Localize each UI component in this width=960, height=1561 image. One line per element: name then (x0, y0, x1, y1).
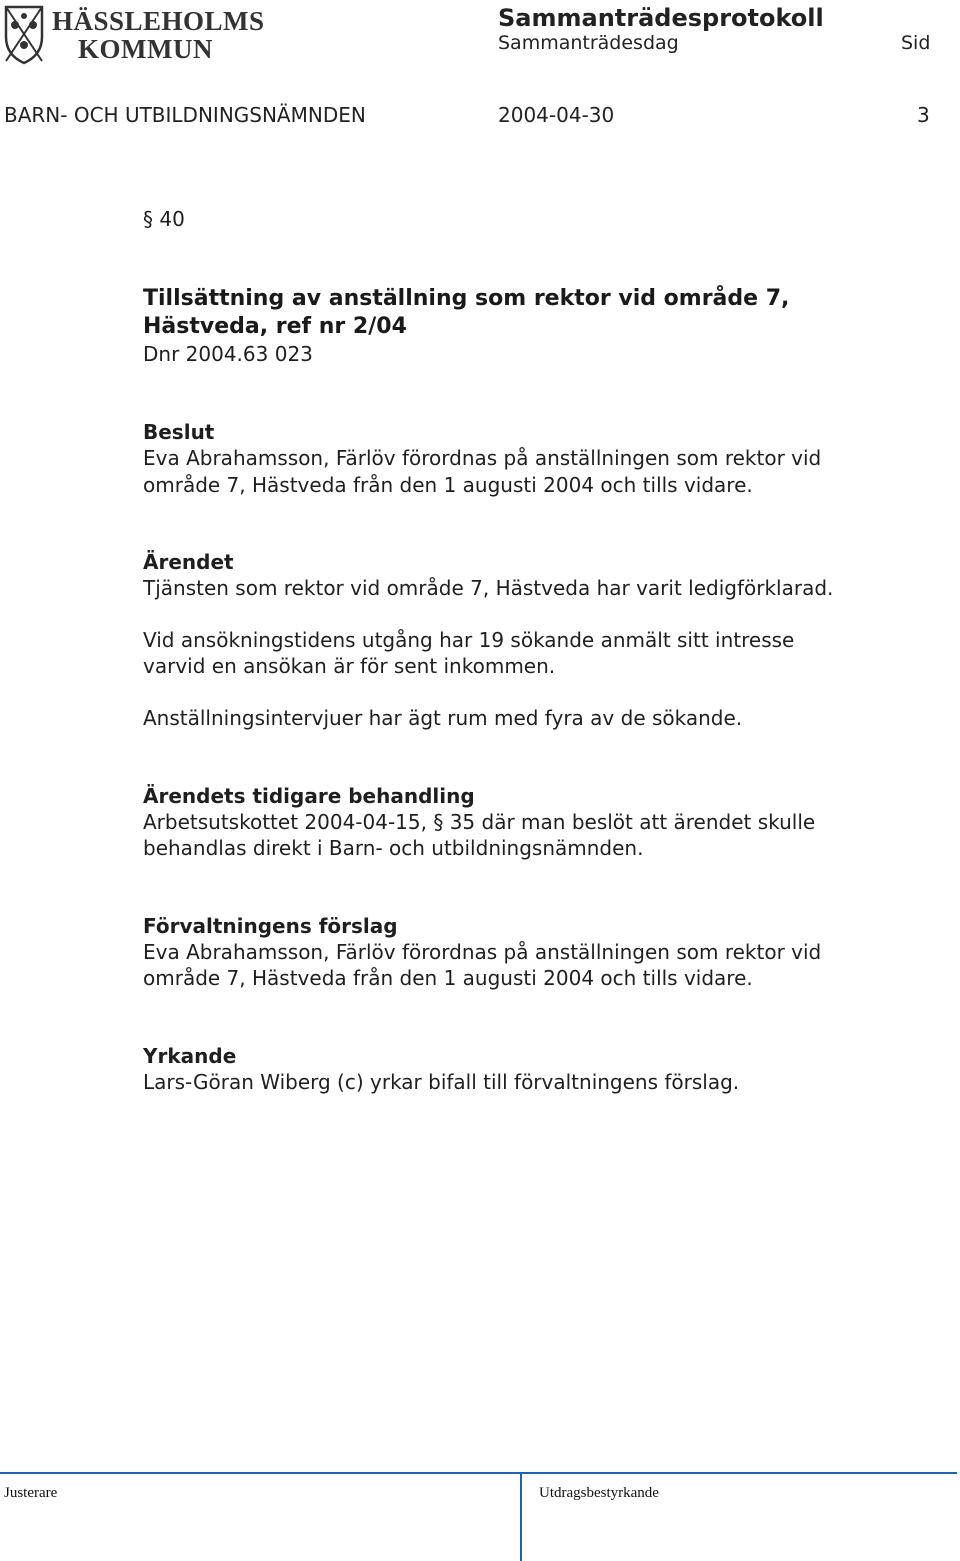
meeting-date: 2004-04-30 (498, 103, 615, 127)
decision-text-line1: Eva Abrahamsson, Färlöv förordnas på anställningen som rektor vid (143, 446, 822, 470)
page-label: Sid (901, 32, 931, 54)
document-type-title: Sammanträdesprotokoll (498, 4, 824, 32)
municipal-coat-of-arms-icon (3, 3, 45, 65)
decision-heading: Beslut (143, 420, 215, 444)
decision-text-line2: område 7, Hästveda från den 1 augusti 2004 och tills vidare. (143, 473, 753, 497)
extract-certification-label: Utdragsbestyrkande (539, 1485, 659, 1501)
administration-proposal-line2: område 7, Hästveda från den 1 augusti 2004 och tills vidare. (143, 966, 753, 990)
previous-handling-committee: Arbetsutskottet 2004-04-15, (143, 810, 427, 834)
previous-handling-detail: 35 där man beslöt att ärendet skulle (449, 810, 816, 834)
adjuster-label: Justerare (4, 1485, 58, 1501)
footer-rule (0, 1472, 957, 1474)
case-number: Dnr 2004.63 023 (143, 342, 313, 366)
motion-text: Lars-Göran Wiberg (c) yrkar bifall till förvaltningens förslag. (143, 1070, 740, 1094)
matter-paragraph-2-line1: Vid ansökningstidens utgång har 19 sökande anmält sitt intresse (143, 628, 795, 652)
matter-paragraph-1: Tjänsten som rektor vid område 7, Hästveda har varit ledigförklarad. (143, 576, 834, 600)
matter-heading: Ärendet (143, 550, 234, 574)
meeting-day-label: Sammanträdesdag (498, 32, 679, 54)
paragraph-sign: § (143, 207, 153, 231)
matter-paragraph-3: Anställningsintervjuer har ägt rum med fyra av de sökande. (143, 706, 743, 730)
administration-proposal-heading: Förvaltningens förslag (143, 914, 398, 938)
board-name: BARN- OCH UTBILDNINGSNÄMNDEN (4, 103, 366, 127)
footer-divider (520, 1472, 522, 1561)
motion-heading: Yrkande (143, 1044, 237, 1068)
administration-proposal-line1: Eva Abrahamsson, Färlöv förordnas på anställningen som rektor vid (143, 940, 822, 964)
municipality-name-line2: KOMMUN (78, 34, 213, 64)
section-title-line1: Tillsättning av anställning som rektor vid område 7, (143, 286, 790, 311)
municipality-name-line1: HÄSSLEHOLMS (52, 6, 265, 36)
previous-handling-line2: behandlas direkt i Barn- och utbildningsnämnden. (143, 836, 644, 860)
previous-handling-heading: Ärendets tidigare behandling (143, 784, 475, 808)
section-number (143, 206, 185, 232)
previous-handling-line1 (143, 809, 815, 835)
section-title-line2: Hästveda, ref nr 2/04 (143, 314, 407, 339)
section-number-value: 40 (159, 207, 185, 231)
paragraph-sign: § (433, 810, 444, 834)
matter-paragraph-2-line2: varvid en ansökan är för sent inkommen. (143, 654, 556, 678)
page-number: 3 (917, 103, 930, 127)
